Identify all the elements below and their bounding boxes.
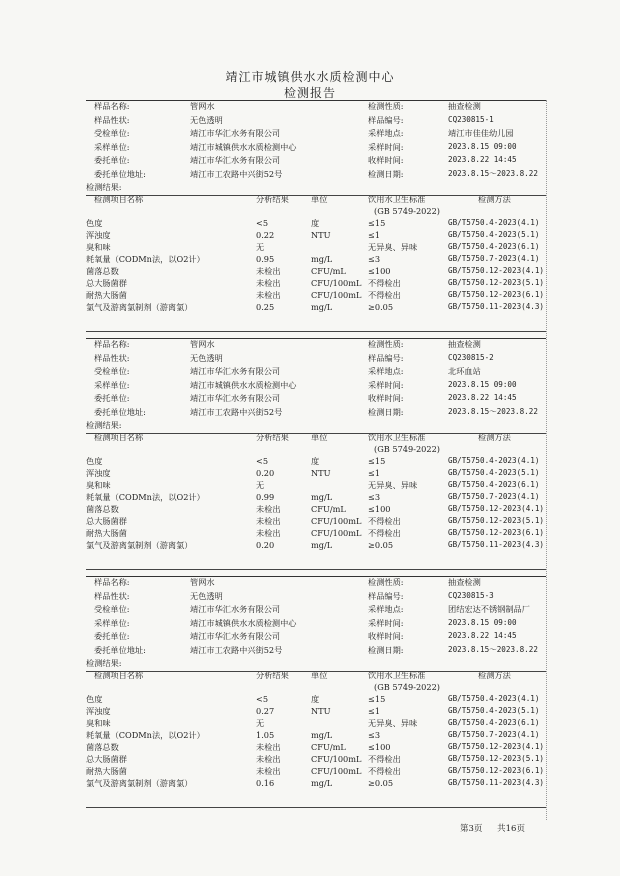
client-addr-label: 委托单位地址:: [94, 406, 146, 417]
receiver: 靖江市华汇水务有限公司: [190, 128, 281, 138]
item-result: 未检出: [256, 278, 281, 288]
result-row: [86, 693, 546, 705]
item-method: GB/T5750.12-2023(4.1): [448, 742, 545, 751]
item-name: 菌落总数: [86, 742, 119, 752]
col-method-header: 检测方法: [478, 670, 511, 680]
item-name: 色度: [86, 694, 103, 704]
test-date-label: 检测日期:: [368, 406, 404, 417]
item-standard: ≤100: [368, 742, 391, 752]
client: 靖江市华汇水务有限公司: [190, 631, 281, 641]
item-method: GB/T5750.4-2023(5.1): [448, 468, 540, 477]
item-unit: NTU: [311, 706, 331, 716]
item-name: 耐热大肠菌: [86, 766, 127, 776]
test-nature-label: 检测性质:: [368, 101, 404, 111]
item-result: 未检出: [256, 754, 281, 764]
item-standard: ≤3: [368, 730, 381, 740]
col-std-header: 饮用水卫生标准: [368, 432, 426, 442]
item-name: 耐热大肠菌: [86, 528, 127, 538]
receiver: 靖江市华汇水务有限公司: [190, 604, 281, 614]
sample-time-label: 采样时间:: [368, 141, 404, 152]
sampler-label: 采样单位:: [94, 617, 130, 628]
item-method: GB/T5750.12-2023(5.1): [448, 278, 545, 287]
item-result: 0.25: [256, 302, 275, 312]
page-total: 共16页: [497, 824, 525, 834]
test-nature: 抽查检测: [448, 101, 481, 111]
item-standard: 不得检出: [368, 278, 401, 288]
item-result: 无: [256, 718, 265, 728]
result-row: [86, 729, 546, 741]
item-name: 耗氧量（CODMn法，以O2计）: [86, 492, 205, 502]
rule-line: [86, 576, 546, 577]
item-name: 耗氧量（CODMn法，以O2计）: [86, 254, 205, 264]
item-name: 耐热大肠菌: [86, 290, 127, 300]
item-method: GB/T5750.11-2023(4.3): [448, 778, 545, 787]
item-standard: ≤15: [368, 456, 386, 466]
item-name: 色度: [86, 218, 103, 228]
sample-site-label: 采样地点:: [368, 604, 404, 614]
sample-name-label: 样品名称:: [94, 101, 130, 111]
result-row: [86, 717, 546, 729]
result-row: [86, 753, 546, 765]
col-item-header: 检测项目名称: [94, 432, 144, 442]
item-unit: NTU: [311, 230, 331, 240]
sampler: 靖江市城镇供水水质检测中心: [190, 141, 297, 152]
sample-no: CQ230815-2: [448, 352, 494, 362]
item-result: 0.20: [256, 540, 275, 550]
sample-no-label: 样品编号:: [368, 590, 404, 601]
item-result: 0.95: [256, 254, 275, 264]
item-unit: mg/L: [311, 730, 333, 740]
item-name: 总大肠菌群: [86, 278, 127, 288]
sample-state: 无色透明: [190, 352, 223, 363]
item-standard: 不得检出: [368, 528, 401, 538]
receive-time: 2023.8.22 14:45: [448, 631, 517, 640]
page-number: 第3页: [460, 824, 483, 834]
client-addr: 靖江市工农路中兴街52号: [190, 406, 283, 417]
item-name: 菌落总数: [86, 504, 119, 514]
item-name: 臭和味: [86, 242, 111, 252]
client-addr-label: 委托单位地址:: [94, 168, 146, 179]
item-unit: 度: [311, 694, 320, 704]
item-method: GB/T5750.11-2023(4.3): [448, 540, 545, 549]
item-standard: ≤1: [368, 468, 381, 478]
item-result: <5: [256, 694, 269, 704]
rule-line: [86, 331, 546, 332]
client-label: 委托单位:: [94, 631, 130, 641]
result-row: [86, 527, 546, 539]
item-name: 浑浊度: [86, 230, 111, 240]
result-row: [86, 217, 546, 229]
item-name: 菌落总数: [86, 266, 119, 276]
rule-line: [86, 433, 546, 434]
client-label: 委托单位:: [94, 155, 130, 165]
sampler-label: 采样单位:: [94, 141, 130, 152]
item-name: 氯气及游离氯制剂（游离氯）: [86, 778, 193, 788]
item-standard: ≤15: [368, 218, 386, 228]
item-method: GB/T5750.12-2023(4.1): [448, 504, 545, 513]
rule-line: [86, 807, 546, 808]
receive-time-label: 收样时间:: [368, 393, 404, 403]
sample-section: [86, 338, 546, 551]
item-name: 总大肠菌群: [86, 754, 127, 764]
item-method: GB/T5750.4-2023(6.1): [448, 242, 540, 251]
sample-name-label: 样品名称:: [94, 339, 130, 349]
client-label: 委托单位:: [94, 393, 130, 403]
item-standard: ≤100: [368, 504, 391, 514]
item-standard: 不得检出: [368, 290, 401, 300]
sample-name: 管网水: [190, 339, 215, 349]
item-method: GB/T5750.12-2023(6.1): [448, 290, 545, 299]
test-date: 2023.8.15～2023.8.22: [448, 406, 538, 416]
item-standard: ≥0.05: [368, 302, 394, 312]
item-standard: ≤15: [368, 694, 386, 704]
receive-time-label: 收样时间:: [368, 631, 404, 641]
item-method: GB/T5750.4-2023(4.1): [448, 218, 540, 227]
col-method-header: 检测方法: [478, 432, 511, 442]
item-result: 0.99: [256, 492, 275, 502]
item-standard: ≤3: [368, 492, 381, 502]
sample-site-label: 采样地点:: [368, 366, 404, 376]
test-nature-label: 检测性质:: [368, 339, 404, 349]
item-standard: ≤100: [368, 266, 391, 276]
item-result: 未检出: [256, 516, 281, 526]
rule-line: [86, 338, 546, 339]
result-row: [86, 479, 546, 491]
sample-section: [86, 576, 546, 789]
item-standard: 不得检出: [368, 516, 401, 526]
item-method: GB/T5750.7-2023(4.1): [448, 730, 540, 739]
item-unit: CFU/100mL: [311, 290, 362, 300]
sample-site-label: 采样地点:: [368, 128, 404, 138]
col-result-header: 分析结果: [256, 194, 289, 204]
item-method: GB/T5750.12-2023(5.1): [448, 516, 545, 525]
sample-state: 无色透明: [190, 590, 223, 601]
item-unit: CFU/100mL: [311, 528, 362, 538]
item-unit: CFU/100mL: [311, 278, 362, 288]
receive-time: 2023.8.22 14:45: [448, 155, 517, 164]
result-row: [86, 741, 546, 753]
result-row: [86, 503, 546, 515]
item-method: GB/T5750.12-2023(5.1): [448, 754, 545, 763]
client: 靖江市华汇水务有限公司: [190, 155, 281, 165]
item-unit: mg/L: [311, 254, 333, 264]
sample-state-label: 样品性状:: [94, 114, 130, 125]
item-unit: CFU/mL: [311, 266, 346, 276]
item-result: 1.05: [256, 730, 275, 740]
col-result-header: 分析结果: [256, 670, 289, 680]
item-standard: ≤3: [368, 254, 381, 264]
item-unit: 度: [311, 456, 320, 466]
item-name: 臭和味: [86, 480, 111, 490]
item-result: 未检出: [256, 528, 281, 538]
col-std-header: 饮用水卫生标准: [368, 670, 426, 680]
item-unit: NTU: [311, 468, 331, 478]
item-result: 0.22: [256, 230, 275, 240]
org-title: 靖江市城镇供水水质检测中心: [225, 70, 395, 84]
item-unit: CFU/100mL: [311, 516, 362, 526]
item-result: 未检出: [256, 766, 281, 776]
item-standard: 无异臭、异味: [368, 242, 418, 252]
item-result: 未检出: [256, 290, 281, 300]
item-result: 未检出: [256, 266, 281, 276]
receiver-label: 受检单位:: [94, 366, 130, 376]
sample-site: 团结宏达不锈钢制品厂: [448, 604, 530, 614]
col-result-header: 分析结果: [256, 432, 289, 442]
page-footer: [460, 822, 537, 834]
sample-section: [86, 100, 546, 313]
item-result: 0.16: [256, 778, 275, 788]
rule-line: [86, 569, 546, 570]
item-result: 未检出: [256, 504, 281, 514]
result-row: [86, 229, 546, 241]
item-method: GB/T5750.4-2023(4.1): [448, 694, 540, 703]
item-method: GB/T5750.4-2023(6.1): [448, 718, 540, 727]
col-item-header: 检测项目名称: [94, 194, 144, 204]
item-standard: ≥0.05: [368, 778, 394, 788]
test-date: 2023.8.15～2023.8.22: [448, 644, 538, 654]
test-nature-label: 检测性质:: [368, 577, 404, 587]
rule-line: [86, 671, 546, 672]
item-result: <5: [256, 218, 269, 228]
test-date: 2023.8.15～2023.8.22: [448, 168, 538, 178]
result-row: [86, 253, 546, 265]
result-row: [86, 265, 546, 277]
receiver: 靖江市华汇水务有限公司: [190, 366, 281, 376]
sample-name: 管网水: [190, 101, 215, 111]
sampler-label: 采样单位:: [94, 379, 130, 390]
item-name: 臭和味: [86, 718, 111, 728]
item-name: 氯气及游离氯制剂（游离氯）: [86, 302, 193, 312]
sample-name-label: 样品名称:: [94, 577, 130, 587]
test-nature: 抽查检测: [448, 339, 481, 349]
sample-state: 无色透明: [190, 114, 223, 125]
col-item-header: 检测项目名称: [94, 670, 144, 680]
results-label: 检测结果:: [86, 182, 122, 192]
receive-time: 2023.8.22 14:45: [448, 393, 517, 402]
result-row: [86, 277, 546, 289]
result-row: [86, 539, 546, 551]
item-method: GB/T5750.12-2023(4.1): [448, 266, 545, 275]
item-name: 色度: [86, 456, 103, 466]
client-addr: 靖江市工农路中兴街52号: [190, 168, 283, 179]
result-row: [86, 777, 546, 789]
col-std-header: 饮用水卫生标准: [368, 194, 426, 204]
item-method: GB/T5750.7-2023(4.1): [448, 254, 540, 263]
col-std-subheader: (GB 5749-2022): [374, 682, 440, 692]
item-unit: CFU/mL: [311, 742, 346, 752]
sample-time: 2023.8.15 09:00: [448, 617, 517, 627]
item-standard: ≤1: [368, 706, 381, 716]
item-unit: CFU/mL: [311, 504, 346, 514]
sample-state-label: 样品性状:: [94, 352, 130, 363]
result-row: [86, 289, 546, 301]
item-method: GB/T5750.12-2023(6.1): [448, 766, 545, 775]
result-row: [86, 491, 546, 503]
item-method: GB/T5750.12-2023(6.1): [448, 528, 545, 537]
item-result: 未检出: [256, 742, 281, 752]
item-method: GB/T5750.4-2023(4.1): [448, 456, 540, 465]
item-result: 0.27: [256, 706, 275, 716]
result-row: [86, 705, 546, 717]
item-name: 浑浊度: [86, 706, 111, 716]
item-standard: ≥0.05: [368, 540, 394, 550]
item-method: GB/T5750.4-2023(5.1): [448, 706, 540, 715]
item-name: 总大肠菌群: [86, 516, 127, 526]
item-unit: CFU/100mL: [311, 766, 362, 776]
item-standard: ≤1: [368, 230, 381, 240]
item-result: 0.20: [256, 468, 275, 478]
sample-time: 2023.8.15 09:00: [448, 379, 517, 389]
client-addr-label: 委托单位地址:: [94, 644, 146, 655]
report-title: 检测报告: [283, 86, 336, 100]
sample-time-label: 采样时间:: [368, 379, 404, 390]
result-row: [86, 765, 546, 777]
item-result: 无: [256, 480, 265, 490]
col-unit-header: 单位: [311, 194, 328, 204]
results-label: 检测结果:: [86, 420, 122, 430]
item-standard: 不得检出: [368, 754, 401, 764]
result-row: [86, 515, 546, 527]
sample-no-label: 样品编号:: [368, 114, 404, 125]
client: 靖江市华汇水务有限公司: [190, 393, 281, 403]
test-nature: 抽查检测: [448, 577, 481, 587]
item-standard: 无异臭、异味: [368, 480, 418, 490]
item-method: GB/T5750.7-2023(4.1): [448, 492, 540, 501]
item-unit: mg/L: [311, 302, 333, 312]
sample-name: 管网水: [190, 577, 215, 587]
item-standard: 不得检出: [368, 766, 401, 776]
item-result: <5: [256, 456, 269, 466]
rule-line: [86, 195, 546, 196]
item-standard: 无异臭、异味: [368, 718, 418, 728]
item-unit: CFU/100mL: [311, 754, 362, 764]
item-method: GB/T5750.4-2023(5.1): [448, 230, 540, 239]
item-unit: mg/L: [311, 540, 333, 550]
sample-no: CQ230815-3: [448, 590, 494, 600]
receiver-label: 受检单位:: [94, 128, 130, 138]
col-std-subheader: (GB 5749-2022): [374, 206, 440, 216]
sample-site: 北环血站: [448, 366, 481, 376]
sample-site: 靖江市佳佳幼儿园: [448, 128, 514, 138]
item-result: 无: [256, 242, 265, 252]
rule-line: [86, 100, 546, 101]
result-row: [86, 301, 546, 313]
item-method: GB/T5750.11-2023(4.3): [448, 302, 545, 311]
sample-no: CQ230815-1: [448, 114, 494, 124]
test-date-label: 检测日期:: [368, 644, 404, 655]
item-name: 耗氧量（CODMn法，以O2计）: [86, 730, 205, 740]
result-row: [86, 455, 546, 467]
right-border: [546, 100, 547, 820]
sample-time-label: 采样时间:: [368, 617, 404, 628]
receive-time-label: 收样时间:: [368, 155, 404, 165]
item-name: 氯气及游离氯制剂（游离氯）: [86, 540, 193, 550]
col-method-header: 检测方法: [478, 194, 511, 204]
sampler: 靖江市城镇供水水质检测中心: [190, 617, 297, 628]
item-unit: mg/L: [311, 492, 333, 502]
sampler: 靖江市城镇供水水质检测中心: [190, 379, 297, 390]
item-method: GB/T5750.4-2023(6.1): [448, 480, 540, 489]
sample-no-label: 样品编号:: [368, 352, 404, 363]
results-label: 检测结果:: [86, 658, 122, 668]
item-unit: mg/L: [311, 778, 333, 788]
col-std-subheader: (GB 5749-2022): [374, 444, 440, 454]
col-unit-header: 单位: [311, 670, 328, 680]
sample-state-label: 样品性状:: [94, 590, 130, 601]
sample-time: 2023.8.15 09:00: [448, 141, 517, 151]
receiver-label: 受检单位:: [94, 604, 130, 614]
col-unit-header: 单位: [311, 432, 328, 442]
result-row: [86, 467, 546, 479]
result-row: [86, 241, 546, 253]
client-addr: 靖江市工农路中兴街52号: [190, 644, 283, 655]
item-name: 浑浊度: [86, 468, 111, 478]
item-unit: 度: [311, 218, 320, 228]
test-date-label: 检测日期:: [368, 168, 404, 179]
